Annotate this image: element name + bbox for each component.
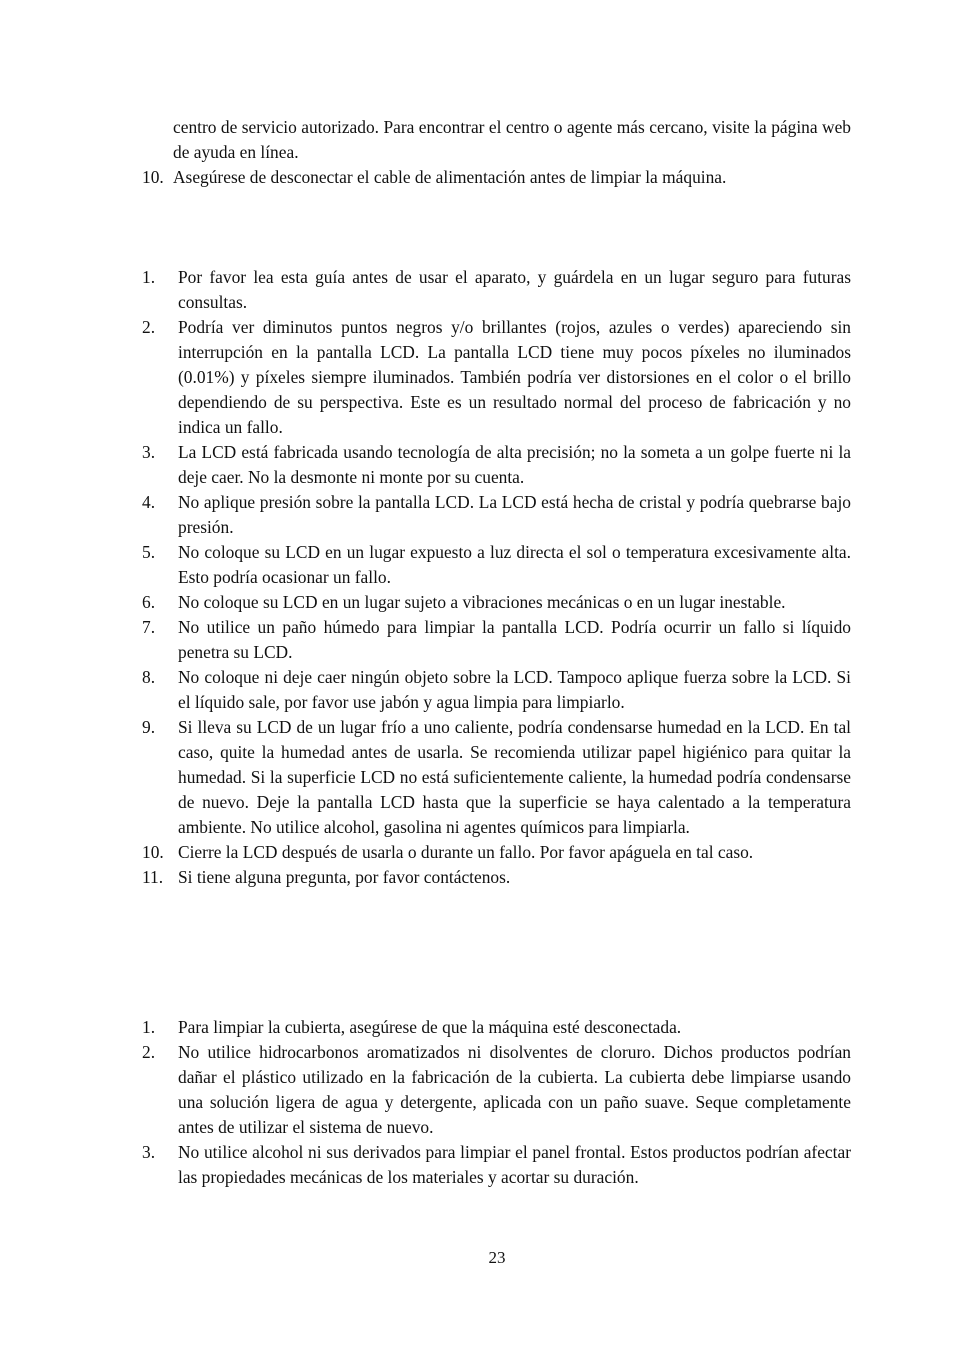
list-item-number: 4. bbox=[142, 492, 156, 512]
list-item-number: 10. bbox=[142, 842, 164, 862]
list-item-text: Por favor lea esta guía antes de usar el aparato, y guárdela en un lugar seguro para futuras consultas. bbox=[178, 267, 851, 312]
list-item bbox=[142, 1040, 851, 1140]
list-item bbox=[142, 490, 851, 540]
list-item bbox=[142, 440, 851, 490]
list-item-text: No coloque ni deje caer ningún objeto sobre la LCD. Tampoco aplique fuerza sobre la LCD. Si el líquido sale, por favor use jabón y agua limpia para limpiarlo. bbox=[178, 667, 851, 712]
list-item-number: 2. bbox=[142, 1042, 156, 1062]
list-item bbox=[142, 840, 851, 865]
continuation-paragraph: centro de servicio autorizado. Para encontrar el centro o agente más cercano, visite la página web de ayuda en línea. bbox=[173, 117, 851, 162]
list-item-number: 3. bbox=[142, 442, 156, 462]
list-item-number: 11. bbox=[142, 867, 164, 887]
list-item-text: No coloque su LCD en un lugar expuesto a luz directa el sol o temperatura excesivamente alta. Esto podría ocasionar un fallo. bbox=[178, 542, 851, 587]
list-item-text: Cierre la LCD después de usarla o durante un fallo. Por favor apáguela en tal caso. bbox=[178, 842, 754, 862]
list-item bbox=[142, 615, 851, 665]
list-item-text: No utilice alcohol ni sus derivados para limpiar el panel frontal. Estos productos podrían afectar las propiedades mecánicas de los materiales y acortar su duración. bbox=[178, 1142, 851, 1187]
safety-list-continuation bbox=[142, 165, 851, 190]
list-item bbox=[142, 1140, 851, 1190]
list-item-number: 2. bbox=[142, 317, 156, 337]
list-item bbox=[142, 715, 851, 840]
list-item bbox=[142, 265, 851, 315]
list-item-text: La LCD está fabricada usando tecnología de alta precisión; no la someta a un golpe fuerte ni la deje caer. No la desmonte ni monte por su cuenta. bbox=[178, 442, 851, 487]
list-item-number: 7. bbox=[142, 617, 156, 637]
list-item-text: Asegúrese de desconectar el cable de alimentación antes de limpiar la máquina. bbox=[173, 167, 727, 187]
list-item-number: 1. bbox=[142, 1017, 156, 1037]
list-item-number: 9. bbox=[142, 717, 156, 737]
cleaning-list bbox=[142, 1015, 851, 1190]
list-item-text: No aplique presión sobre la pantalla LCD. La LCD está hecha de cristal y podría quebrarse bajo presión. bbox=[178, 492, 851, 537]
list-item-text: No coloque su LCD en un lugar sujeto a vibraciones mecánicas o en un lugar inestable. bbox=[178, 592, 786, 612]
list-item bbox=[142, 315, 851, 440]
list-item-number: 8. bbox=[142, 667, 156, 687]
list-item-text: Podría ver diminutos puntos negros y/o brillantes (rojos, azules o verdes) apareciendo sin interrupción en la pantalla LCD. La pantalla LCD tiene muy pocos píxeles no iluminados (0.01%) y píxeles siempre iluminados. También podría ver distorsiones en el color o el brillo dependiendo de su perspectiva. Este es un resultado normal del proceso de fabricación y no indica un fallo. bbox=[178, 317, 851, 437]
list-item-number: 3. bbox=[142, 1142, 156, 1162]
list-item-number: 6. bbox=[142, 592, 156, 612]
list-item bbox=[142, 865, 851, 890]
list-item bbox=[142, 1015, 851, 1040]
list-item-text: Para limpiar la cubierta, asegúrese de que la máquina esté desconectada. bbox=[178, 1017, 682, 1037]
list-item-number: 10. bbox=[142, 167, 164, 187]
lcd-precautions-list bbox=[142, 265, 851, 890]
page-number: 23 bbox=[488, 1248, 506, 1267]
list-item-text: Si lleva su LCD de un lugar frío a uno caliente, podría condensarse humedad en la LCD. En tal caso, quite la humedad antes de usarla. Se recomienda utilizar papel higiénico para quitar la humedad. Si la superficie LCD no está suficientemente caliente, la humedad podría condensarse de nuevo. Deje la pantalla LCD hasta que la superficie se haya calentado a la temperatura ambiente. No utilice alcohol, gasolina ni agentes químicos para limpiarla. bbox=[178, 717, 851, 837]
list-item bbox=[142, 665, 851, 715]
list-item bbox=[142, 540, 851, 590]
list-item bbox=[142, 590, 851, 615]
list-item-number: 1. bbox=[142, 267, 156, 287]
list-item-number: 5. bbox=[142, 542, 156, 562]
list-item bbox=[142, 165, 851, 190]
list-item-text: No utilice un paño húmedo para limpiar la pantalla LCD. Podría ocurrir un fallo si líquido penetra su LCD. bbox=[178, 617, 851, 662]
list-item-text: No utilice hidrocarbonos aromatizados ni disolventes de cloruro. Dichos productos podrían dañar el plástico utilizado en la fabricación de la cubierta. La cubierta debe limpiarse usando una solución ligera de agua y detergente, aplicada con un paño suave. Seque completamente antes de utilizar el sistema de nuevo. bbox=[178, 1042, 851, 1137]
list-item-text: Si tiene alguna pregunta, por favor contáctenos. bbox=[178, 867, 511, 887]
